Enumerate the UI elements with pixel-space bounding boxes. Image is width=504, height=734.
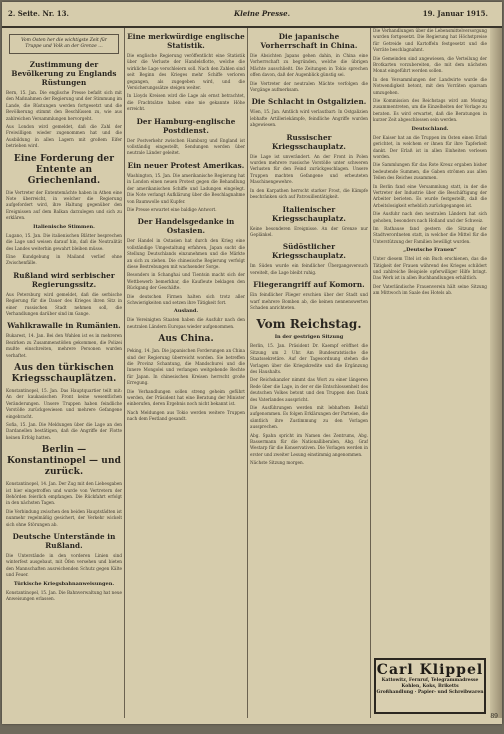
- column-2-heading: Aus China.: [158, 334, 214, 345]
- body-text: Die Presse erwartet eine baldige Antwort.: [127, 206, 217, 212]
- column-3-heading: Russischer Kriegsschauplatz.: [272, 132, 346, 151]
- body-text: Die englische Regierung veröffentlicht eine Statistik über die Verluste der Handelsflotte, welche die wirkliche Lage verschleiern soll. Nach den Zahlen sind seit Beginn des Krieges mehr Schiffe verloren gegangen, als zugegeben wird, und die Versicherungssätze steigen weiter.: [127, 53, 245, 91]
- body-text: Besonders in Schanghai und Tientsin macht sich der Wettbewerb bemerkbar, die Kaufleute beklagen den Rückgang der Geschäfte.: [127, 272, 245, 291]
- header-center: Kleine Presse.: [234, 9, 291, 18]
- body-text: In den Versammlungen der Landwirte wurde die Notwendigkeit betont, mit den Vorräten sparsam umzugehen.: [373, 76, 487, 95]
- body-text: Die Lage ist unverändert. An der Front in Polen wurden mehrere russische Vorstöße unter schweren Verlusten für den Feind zurückgeschlagen. Unsere Truppen machten Gefangene und erbeuteten Maschinengewehre.: [250, 153, 368, 185]
- body-text: Keine besonderen Ereignisse. An der Grenze nur Geplänkel.: [250, 225, 368, 237]
- column-1-heading: Wahlkrawalle in Rumänien.: [7, 321, 121, 331]
- advertiser-trade: Großhandlung · Papier- und Schreibwaren: [376, 690, 484, 695]
- column-rule: [370, 28, 371, 718]
- body-text: Der Vaterländische Frauenverein hält seine Sitzung am Mittwoch im Saale des Hotels ab.: [373, 283, 487, 296]
- body-text: Abg. Spahn spricht im Namen des Zentrums, Abg. Bassermann für die Nationalliberalen, Abg. Graf Westarp für die Konservativen. Die Vorlagen werden in erster und zweiter Lesung einstimmig angenommen.: [250, 432, 368, 457]
- page-number: 89: [490, 713, 498, 720]
- column-2-heading: Ausland.: [173, 308, 199, 315]
- advertiser-address: Kattowitz, Fernruf, Telegrammadresse: [381, 678, 479, 683]
- column-2-heading: Ein neuer Protest Amerikas.: [127, 160, 245, 170]
- column-3: [250, 28, 368, 718]
- column-2-heading: Der Hamburg-englische Postdienst.: [136, 116, 236, 135]
- column-rule: [124, 28, 125, 718]
- body-text: Die Kommission des Reichstags wird am Montag zusammentreten, um die Einzelheiten der Vorlage zu beraten. Es wird erwartet, daß die Beratungen in kurzer Zeit abgeschlossen sein werden.: [373, 98, 487, 123]
- body-text: Sofia, 15. Jan. Die Meldungen über die Lage an den Dardanellen bestätigen, daß die Angriffe der Flotte keinen Erfolg hatten.: [6, 422, 122, 440]
- column-rule: [247, 28, 248, 718]
- column-3-heading: Italienischer Kriegsschauplatz.: [272, 204, 346, 223]
- column-3-heading: In der gestrigen Sitzung: [274, 334, 344, 341]
- newspaper-page: [2, 2, 502, 724]
- body-text: In Lloyds Kreisen wird die Lage als ernst betrachtet, die Frachtsätze haben eine nie gekannte Höhe erreicht.: [127, 93, 245, 112]
- column-3-heading: Die Schlacht in Ostgalizien.: [251, 97, 367, 107]
- advertiser-name: Carl Klippel: [376, 662, 484, 678]
- body-text: Ein feindlicher Flieger erschien über der Stadt und warf mehrere Bomben ab, die keinen nennenswerten Schaden anrichteten.: [250, 292, 368, 310]
- body-text: Die Verhandlungen sollen streng geheim geführt werden, der Präsident hat eine Beratung der Minister einberufen, deren Ergebnis noch nicht bekannt ist.: [127, 388, 245, 407]
- body-text: Nächste Sitzung morgen.: [250, 460, 305, 466]
- body-text: Die Ausfuhr nach den neutralen Ländern hat sich gehoben, besonders nach Holland und der Schweiz.: [373, 211, 487, 223]
- body-text: Die Ausführungen werden mit lebhaftem Beifall aufgenommen. Es folgen Erklärungen der Parteien, die sämtlich ihre Zustimmung zu den Vorlagen aussprechen.: [250, 405, 368, 430]
- body-text: Lugano, 15. Jan. Die italienischen Blätter besprechen die Lage und weisen darauf hin, daß die Neutralität des Landes weiterhin gewahrt bleiben müsse.: [6, 232, 122, 251]
- body-text: Der Postverkehr zwischen Hamburg und England ist vollständig eingestellt, Sendungen werden über neutrale Länder geleitet.: [127, 137, 245, 156]
- column-4: [373, 28, 487, 718]
- body-text: Eine Kundgebung in Mailand verlief ohne Zwischenfälle.: [6, 253, 122, 266]
- column-3-heading: Fliegerangriff auf Komorn.: [253, 280, 365, 290]
- column-1: [6, 28, 122, 718]
- body-text: Aus Petersburg wird gemeldet, daß die serbische Regierung für die Dauer des Krieges ihren Sitz in einer russischen Stadt nehmen soll, die Verhandlungen darüber sind im Gange.: [6, 291, 122, 316]
- body-text: Im Süden wurde ein feindlicher Übergangsversuch vereitelt, die Lage bleibt ruhig.: [250, 263, 368, 275]
- advertisement: [374, 658, 486, 714]
- column-2-heading: Der Handelsgedanke in Ostasien.: [137, 217, 235, 236]
- body-text: Die Absichten Japans gehen dahin, in China eine Vorherrschaft zu begründen, welche die übrigen Mächte ausschließt. Die Zeitungen in Tokio sprechen offen davon, daß der Augenblick günstig sei.: [250, 53, 368, 78]
- body-text: Konstantinopel, 14. Jan. Der Zug mit den Liebesgaben ist hier eingetroffen und wurde von Vertretern der Behörden feierlich empfangen. Die Rückfahrt erfolgt in den nächsten Tagen.: [6, 481, 122, 506]
- body-text: Im Rathause fand gestern die Sitzung der Stadtverordneten statt, in welcher die Mittel für die Unterstützung der Familien bewilligt wurden.: [373, 225, 487, 244]
- body-text: Die deutschen Firmen halten sich trotz aller Schwierigkeiten und setzen ihre Tätigkeit fort.: [127, 293, 245, 305]
- body-text: Aus London wird gemeldet, daß die Zahl der Freiwilligen wieder zugenommen hat und die Ausbildung in allen Lagern mit großem Eifer betrieben wird.: [6, 124, 122, 149]
- body-text: Die Verhandlungen über die Lebensmittelversorgung wurden fortgesetzt. Die Regierung hat Höchstpreise für Getreide und Kartoffeln festgesetzt und die Vorräte beschlagnahmt.: [373, 28, 487, 53]
- body-text: Konstantinopel, 15. Jan. Das Hauptquartier teilt mit: An der kaukasischen Front keine wesentlichen Veränderungen. Unsere Truppen haben feindliche Vorstöße zurückgewiesen und mehrere Gefangene eingebracht.: [6, 387, 122, 419]
- header-left: 2. Seite. Nr. 13.: [8, 9, 69, 18]
- column-1-heading: Türkische Kriegsbahnanweisungen.: [13, 580, 115, 587]
- body-text: Die Vertreter der Ententemächte haben in Athen eine Note überreicht, in welcher die Regierung aufgefordert wird, ihre Haltung gegenüber den Ereignissen auf dem Balkan darzulegen und sich zu erklären.: [6, 189, 122, 221]
- column-3-heading: Vom Reichstag.: [256, 317, 362, 332]
- column-3-heading: Südöstlicher Kriegsschauplatz.: [272, 242, 346, 261]
- body-text: In den Karpathen herrscht starker Frost, die Kämpfe beschränken sich auf Patrouillentätigkeit.: [250, 187, 368, 200]
- advertiser-products: Kohlen, Koks, Briketts: [401, 684, 459, 689]
- binding-edge: [490, 28, 502, 718]
- column-1-heading: Italienische Stimmen.: [33, 223, 95, 230]
- body-text: Die Vertreter der neutralen Mächte verfolgen die Vorgänge aufmerksam.: [250, 80, 368, 93]
- column-1-heading: Eine Forderung der Entente an Griechenland.: [13, 153, 115, 186]
- body-text: Wien, 15. Jan. Amtlich wird verlautbart: In Ostgalizien lebhafte Artilleriekämpfe, feindliche Angriffe wurden abgewiesen.: [250, 109, 368, 128]
- body-text: Die Unterstände in den vorderen Linien sind winterfest ausgebaut, mit Öfen versehen und bieten den Mannschaften ausreichenden Schutz gegen Kälte und Feuer.: [6, 553, 122, 578]
- body-text: In Berlin fand eine Versammlung statt, in der die Vertreter der Industrie über die Beschäftigung der Arbeiter berieten. Es wurde festgestellt, daß die Arbeitslosigkeit erheblich zurückgegangen ist.: [373, 183, 487, 208]
- body-text: Der Handel in Ostasien hat durch den Krieg eine vollständige Umgestaltung erfahren, Japan sucht die Stellung Deutschlands einzunehmen und die Märkte an sich zu ziehen. Die chinesische Regierung verfolgt diese Bestrebungen mit wachsender Sorge.: [127, 238, 245, 269]
- column-2-heading: Eine merkwürdige englische Statistik.: [127, 32, 245, 50]
- body-text: Die Gemeinden sind angewiesen, die Verteilung der Brotkarten vorzubereiten, die mit dem nächsten Monat eingeführt werden sollen.: [373, 55, 487, 74]
- column-1-heading: Rußland wird serbischer Regierungssitz.: [13, 270, 115, 289]
- body-text: Die Sammlungen für das Rote Kreuz ergaben bisher bedeutende Summen, die Gaben strömen aus allen Teilen des Reiches zusammen.: [373, 162, 487, 181]
- column-4-heading: „Deutsche Frauen“: [403, 247, 457, 254]
- header-right: 19. Januar 1915.: [422, 9, 488, 18]
- body-text: Die Verbindung zwischen den beiden Hauptstädten ist nunmehr regelmäßig gesichert, der Verkehr wickelt sich ohne Störungen ab.: [6, 508, 122, 527]
- body-text: Unter diesem Titel ist ein Buch erschienen, das die Tätigkeit der Frauen während des Krieges schildert und zahlreiche Beispiele opferwilliger Hilfe bringt. Das Werk ist in allen Buchhandlungen erhältlich.: [373, 256, 487, 281]
- column-1-heading: Berlin — Konstantinopel — und zurück.: [7, 445, 121, 478]
- body-text: Bern, 15. Jan. Die englische Presse befaßt sich mit den Maßnahmen der Regierung und der Stimmung im Lande, die Rüstungen werden fortgesetzt und die Bevölkerung stimmt den Beschlüssen zu, wie aus zahlreichen Versammlungen hervorgeht.: [6, 90, 122, 121]
- column-1-heading: Zustimmung der Bevölkerung zu Englands Rüstungen: [11, 60, 117, 87]
- page-header: [2, 2, 502, 28]
- column-4-heading: Deutschland.: [411, 125, 449, 132]
- body-text: Nach Meldungen aus Tokio werden weitere Truppen nach dem Festland gesandt.: [127, 409, 245, 422]
- body-text: Der Reichskanzler nimmt das Wort zu einer längeren Rede über die Lage, in der er die Entschlossenheit des deutschen Volkes betont und den Truppen den Dank des Vaterlandes ausspricht.: [250, 377, 368, 402]
- body-text: Peking, 14. Jan. Die japanischen Forderungen an China sind der Regierung überreicht worden. Sie betreffen die Provinz Schantung, die Mandschurei und die Innere Mongolei und verlangen weitgehende Rechte für Japan. In chinesischen Kreisen herrscht große Erregung.: [127, 348, 245, 386]
- body-text: Der Kaiser hat an die Truppen im Osten einen Erlaß gerichtet, in welchem er ihnen für ihre Tapferkeit dankt. Der Erlaß ist in allen Einheiten verlesen worden.: [373, 134, 487, 159]
- body-text: Konstantinopel, 15. Jan. Die Bahnverwaltung hat neue Anweisungen erlassen.: [6, 589, 122, 602]
- column-2: [127, 28, 245, 718]
- body-text: Die Vereinigten Staaten haben die Ausfuhr nach den neutralen Ländern Europas wieder aufgenommen.: [127, 317, 245, 329]
- body-text: Washington, 15. Jan. Die amerikanische Regierung hat in London einen neuen Protest gegen die Behandlung der amerikanischen Schiffe und Ladungen eingelegt. Die Note verlangt Aufklärung über die Beschlagnahme von Baumwolle und Kupfer.: [127, 172, 245, 204]
- body-text: Berlin, 15. Jan. Präsident Dr. Kaempf eröffnet die Sitzung um 2 Uhr. Am Bundesratstische die Staatssekretäre. Auf der Tagesordnung stehen die Vorlagen über die Kriegskredite und die Ergänzung des Haushalts.: [250, 343, 368, 374]
- column-1-heading: Deutsche Unterstände in Rußland.: [12, 532, 116, 551]
- body-text: Bukarest, 14. Jan. Bei den Wahlen ist es in mehreren Bezirken zu Zusammenstößen gekommen, die Polizei mußte einschreiten, mehrere Personen wurden verhaftet.: [6, 333, 122, 358]
- column-1-heading: Aus den türkischen Kriegsschauplätzen.: [11, 362, 117, 384]
- boxed-notice: Vom Osten her die wichtigste Zeit für Truppe und Volk an der Grenze …: [9, 34, 119, 54]
- column-3-heading: Die japanische Vorherrschaft in China.: [260, 32, 358, 50]
